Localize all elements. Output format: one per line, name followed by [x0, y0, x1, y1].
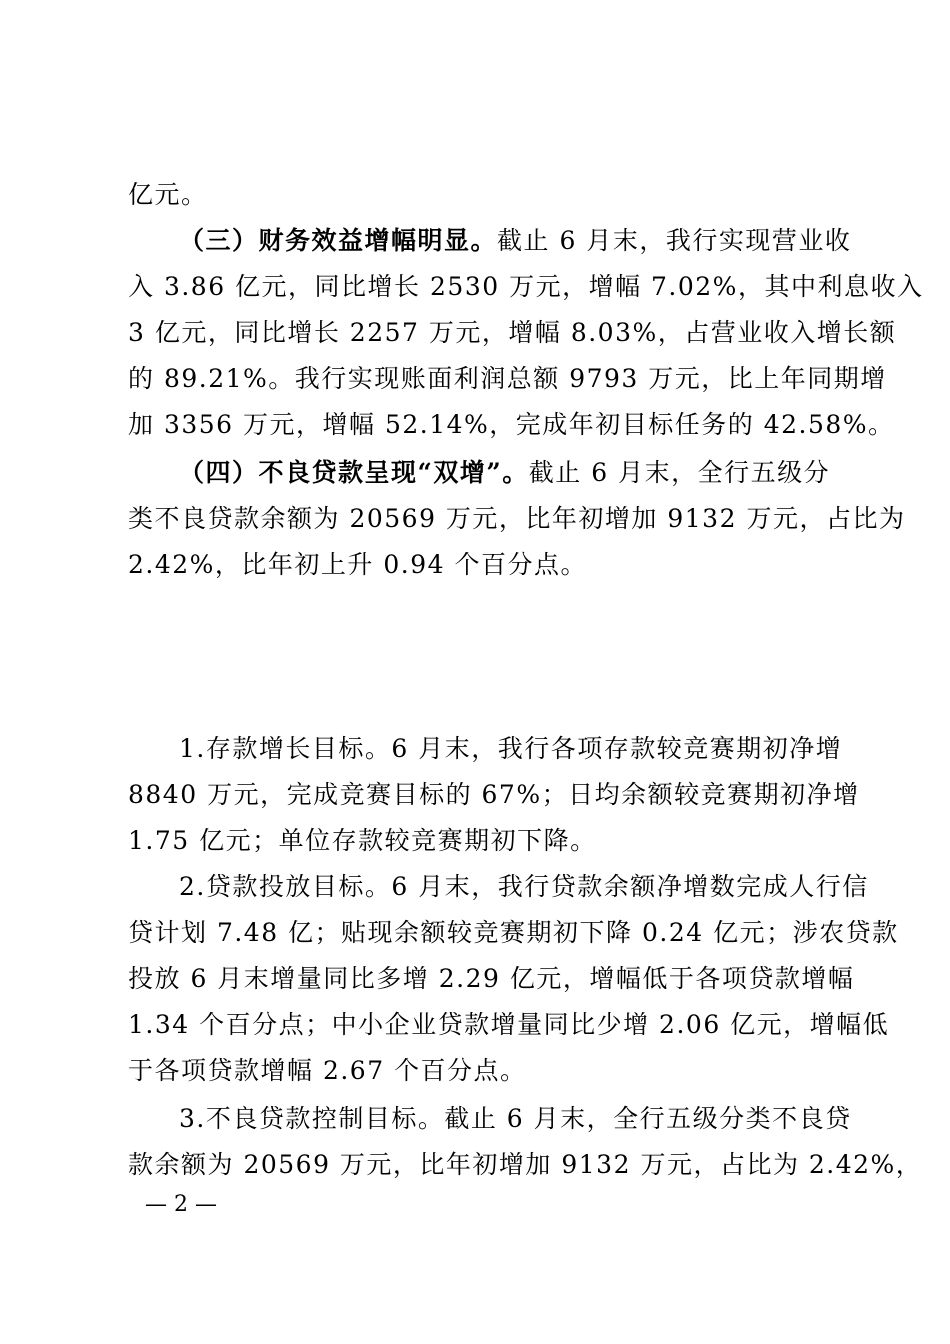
text-span: 截止 6 月末，我行实现营业收	[497, 226, 852, 255]
text-line: 1.存款增长目标。6 月末，我行各项存款较竞赛期初净增	[179, 734, 843, 763]
paragraph-deposit-target	[128, 726, 860, 864]
text-line: 1.75 亿元；单位存款较竞赛期初下降。	[128, 826, 597, 855]
paragraph-loan-target	[128, 864, 899, 1094]
sub-heading-line	[128, 680, 823, 726]
text-line: 贷计划 7.48 亿；贴现余额较竞赛期初下降 0.24 亿元；涉农贷款	[128, 918, 899, 947]
text-line: 2.贷款投放目标。6 月末，我行贷款余额净增数完成人行信	[179, 872, 869, 901]
text-line: 亿元。	[128, 180, 208, 209]
text-line	[128, 218, 852, 264]
section-lead-3: （三）财务效益增幅明显。	[179, 226, 498, 255]
text-line: 1.34 个百分点；中小企业贷款增量同比少增 2.06 亿元，增幅低	[128, 1010, 890, 1039]
section-lead-4: （四）不良贷款呈现“双增”。	[179, 458, 529, 487]
text-line: 3 亿元，同比增长 2257 万元，增幅 8.03%，占营业收入增长额	[128, 318, 897, 347]
heading-line	[128, 634, 823, 680]
text-line: 款余额为 20569 万元，比年初增加 9132 万元，占比为 2.42%，	[128, 1150, 923, 1179]
text-line: 2.42%，比年初上升 0.94 个百分点。	[128, 550, 587, 579]
paragraph-continuation	[128, 172, 823, 218]
text-line: 3.不良贷款控制目标。截止 6 月末，全行五级分类不良贷	[179, 1104, 852, 1133]
text-line: 入 3.86 亿元，同比增长 2530 万元，增幅 7.02%，其中利息收入	[128, 272, 924, 301]
paragraph-nonperforming-loans	[128, 450, 906, 588]
sub-heading	[128, 680, 823, 726]
text-line: 类不良贷款余额为 20569 万元，比年初增加 9132 万元，占比为	[128, 504, 906, 533]
text-line: 加 3356 万元，增幅 52.14%，完成年初目标任务的 42.58%。	[128, 410, 895, 439]
page-number: — 2 —	[145, 1192, 217, 1217]
text-line: 的 89.21%。我行实现账面利润总额 9793 万元，比上年同期增	[128, 364, 887, 393]
text-line: 于各项贷款增幅 2.67 个百分点。	[128, 1056, 527, 1085]
paragraph-financial-benefit	[128, 218, 924, 448]
text-line: 8840 万元，完成竞赛目标的 67%；日均余额较竞赛期初净增	[128, 780, 860, 809]
text-line	[128, 450, 831, 496]
heading-line	[128, 588, 823, 634]
text-span: 截止 6 月末，全行五级分	[528, 458, 831, 487]
text-line: 投放 6 月末增量同比多增 2.29 亿元，增幅低于各项贷款增幅	[128, 964, 855, 993]
section-heading-2	[128, 588, 823, 680]
paragraph-npl-control-target	[128, 1096, 923, 1188]
